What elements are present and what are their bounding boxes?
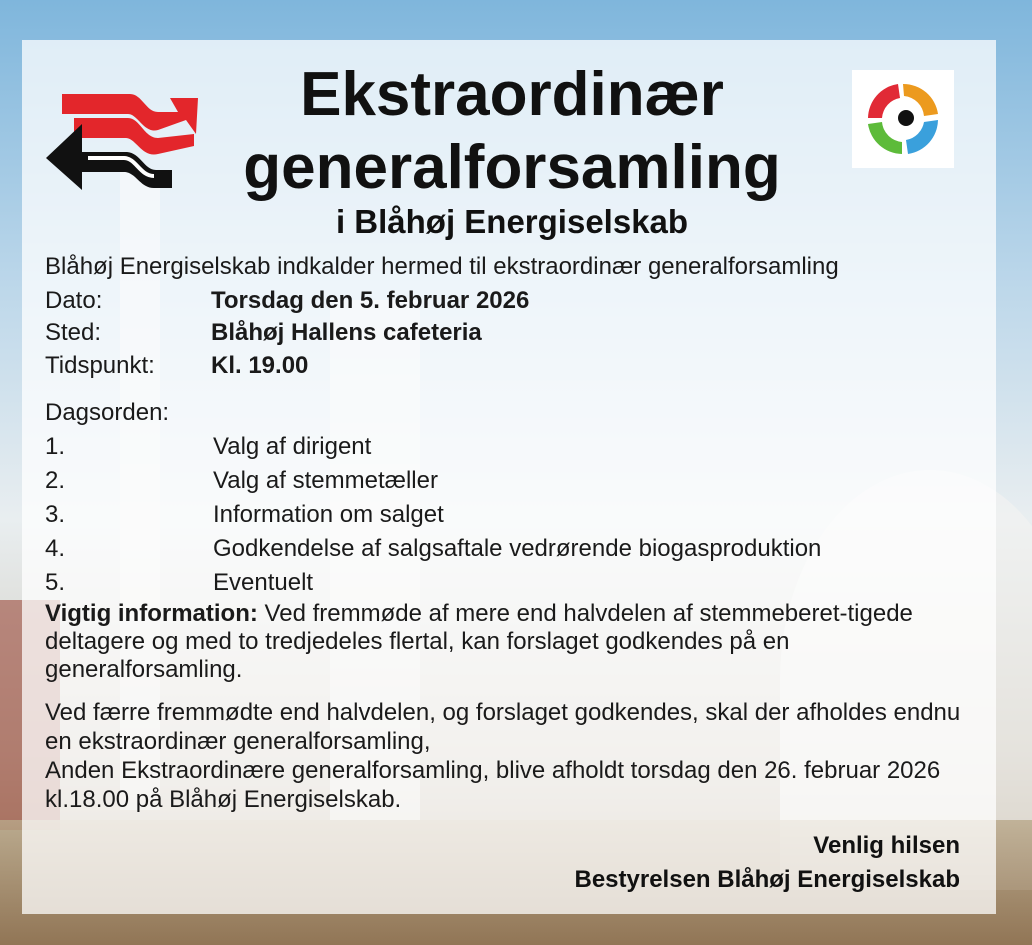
agenda-item [45, 464, 821, 498]
agenda-number: 2. [45, 467, 66, 494]
detail-label: Sted: [45, 319, 102, 346]
important-info-label: Vigtig information: [45, 600, 258, 627]
agenda-text: Information om salget [213, 501, 444, 528]
title-line-2: generalforsamling [243, 133, 781, 202]
agenda-list [45, 430, 821, 600]
detail-value: Torsdag den 5. februar 2026 [211, 287, 530, 314]
agenda-text: Godkendelse af salgsaftale vedrørende biogasproduktion [213, 535, 822, 562]
subtitle: i Blåhøj Energiselskab [335, 203, 689, 240]
important-info-text: Ved fremmøde af mere end halvdelen af stemmeberet-tigede deltagere og med to tredjedeles flertal, kan forslaget godkendes på en generalforsamling. [45, 600, 913, 683]
detail-value: Blåhøj Hallens cafeteria [211, 319, 482, 346]
agenda-number: 5. [45, 569, 66, 596]
agenda-item [45, 566, 821, 600]
intro-text: Blåhøj Energiselskab indkalder hermed til ekstraordinær generalforsamling [45, 253, 839, 280]
signature-greeting: Venlig hilsen [813, 832, 960, 859]
agenda-item [45, 430, 821, 464]
title-line-1: Ekstraordinær [300, 60, 724, 129]
agenda-text: Valg af stemmetæller [213, 467, 438, 494]
detail-row-place [45, 316, 482, 350]
detail-label: Tidspunkt: [45, 352, 155, 379]
agenda-item [45, 498, 821, 532]
detail-row-date [45, 284, 529, 318]
agenda-number: 1. [45, 433, 66, 460]
agenda-text: Valg af dirigent [213, 433, 372, 460]
detail-value: Kl. 19.00 [211, 352, 309, 379]
additional-info [45, 698, 985, 814]
detail-row-time [45, 349, 308, 383]
agenda-number: 4. [45, 535, 66, 562]
agenda-number: 3. [45, 501, 66, 528]
additional-info-line: Ved færre fremmødte end halvdelen, og forslaget godkendes, skal der afholdes endnu en ekstraordinær generalforsamling, [45, 699, 961, 755]
swirl-logo-icon [852, 70, 954, 168]
detail-label: Dato: [45, 287, 103, 314]
signature-from: Bestyrelsen Blåhøj Energiselskab [574, 866, 960, 893]
agenda-item [45, 532, 821, 566]
important-info [45, 600, 985, 684]
agenda-heading: Dagsorden: [45, 399, 170, 426]
agenda-text: Eventuelt [213, 569, 314, 596]
additional-info-line: Anden Ekstraordinære generalforsamling, blive afholdt torsdag den 26. februar 2026 kl.18.00 på Blåhøj Energiselskab. [45, 757, 941, 813]
notice-panel [22, 40, 996, 914]
